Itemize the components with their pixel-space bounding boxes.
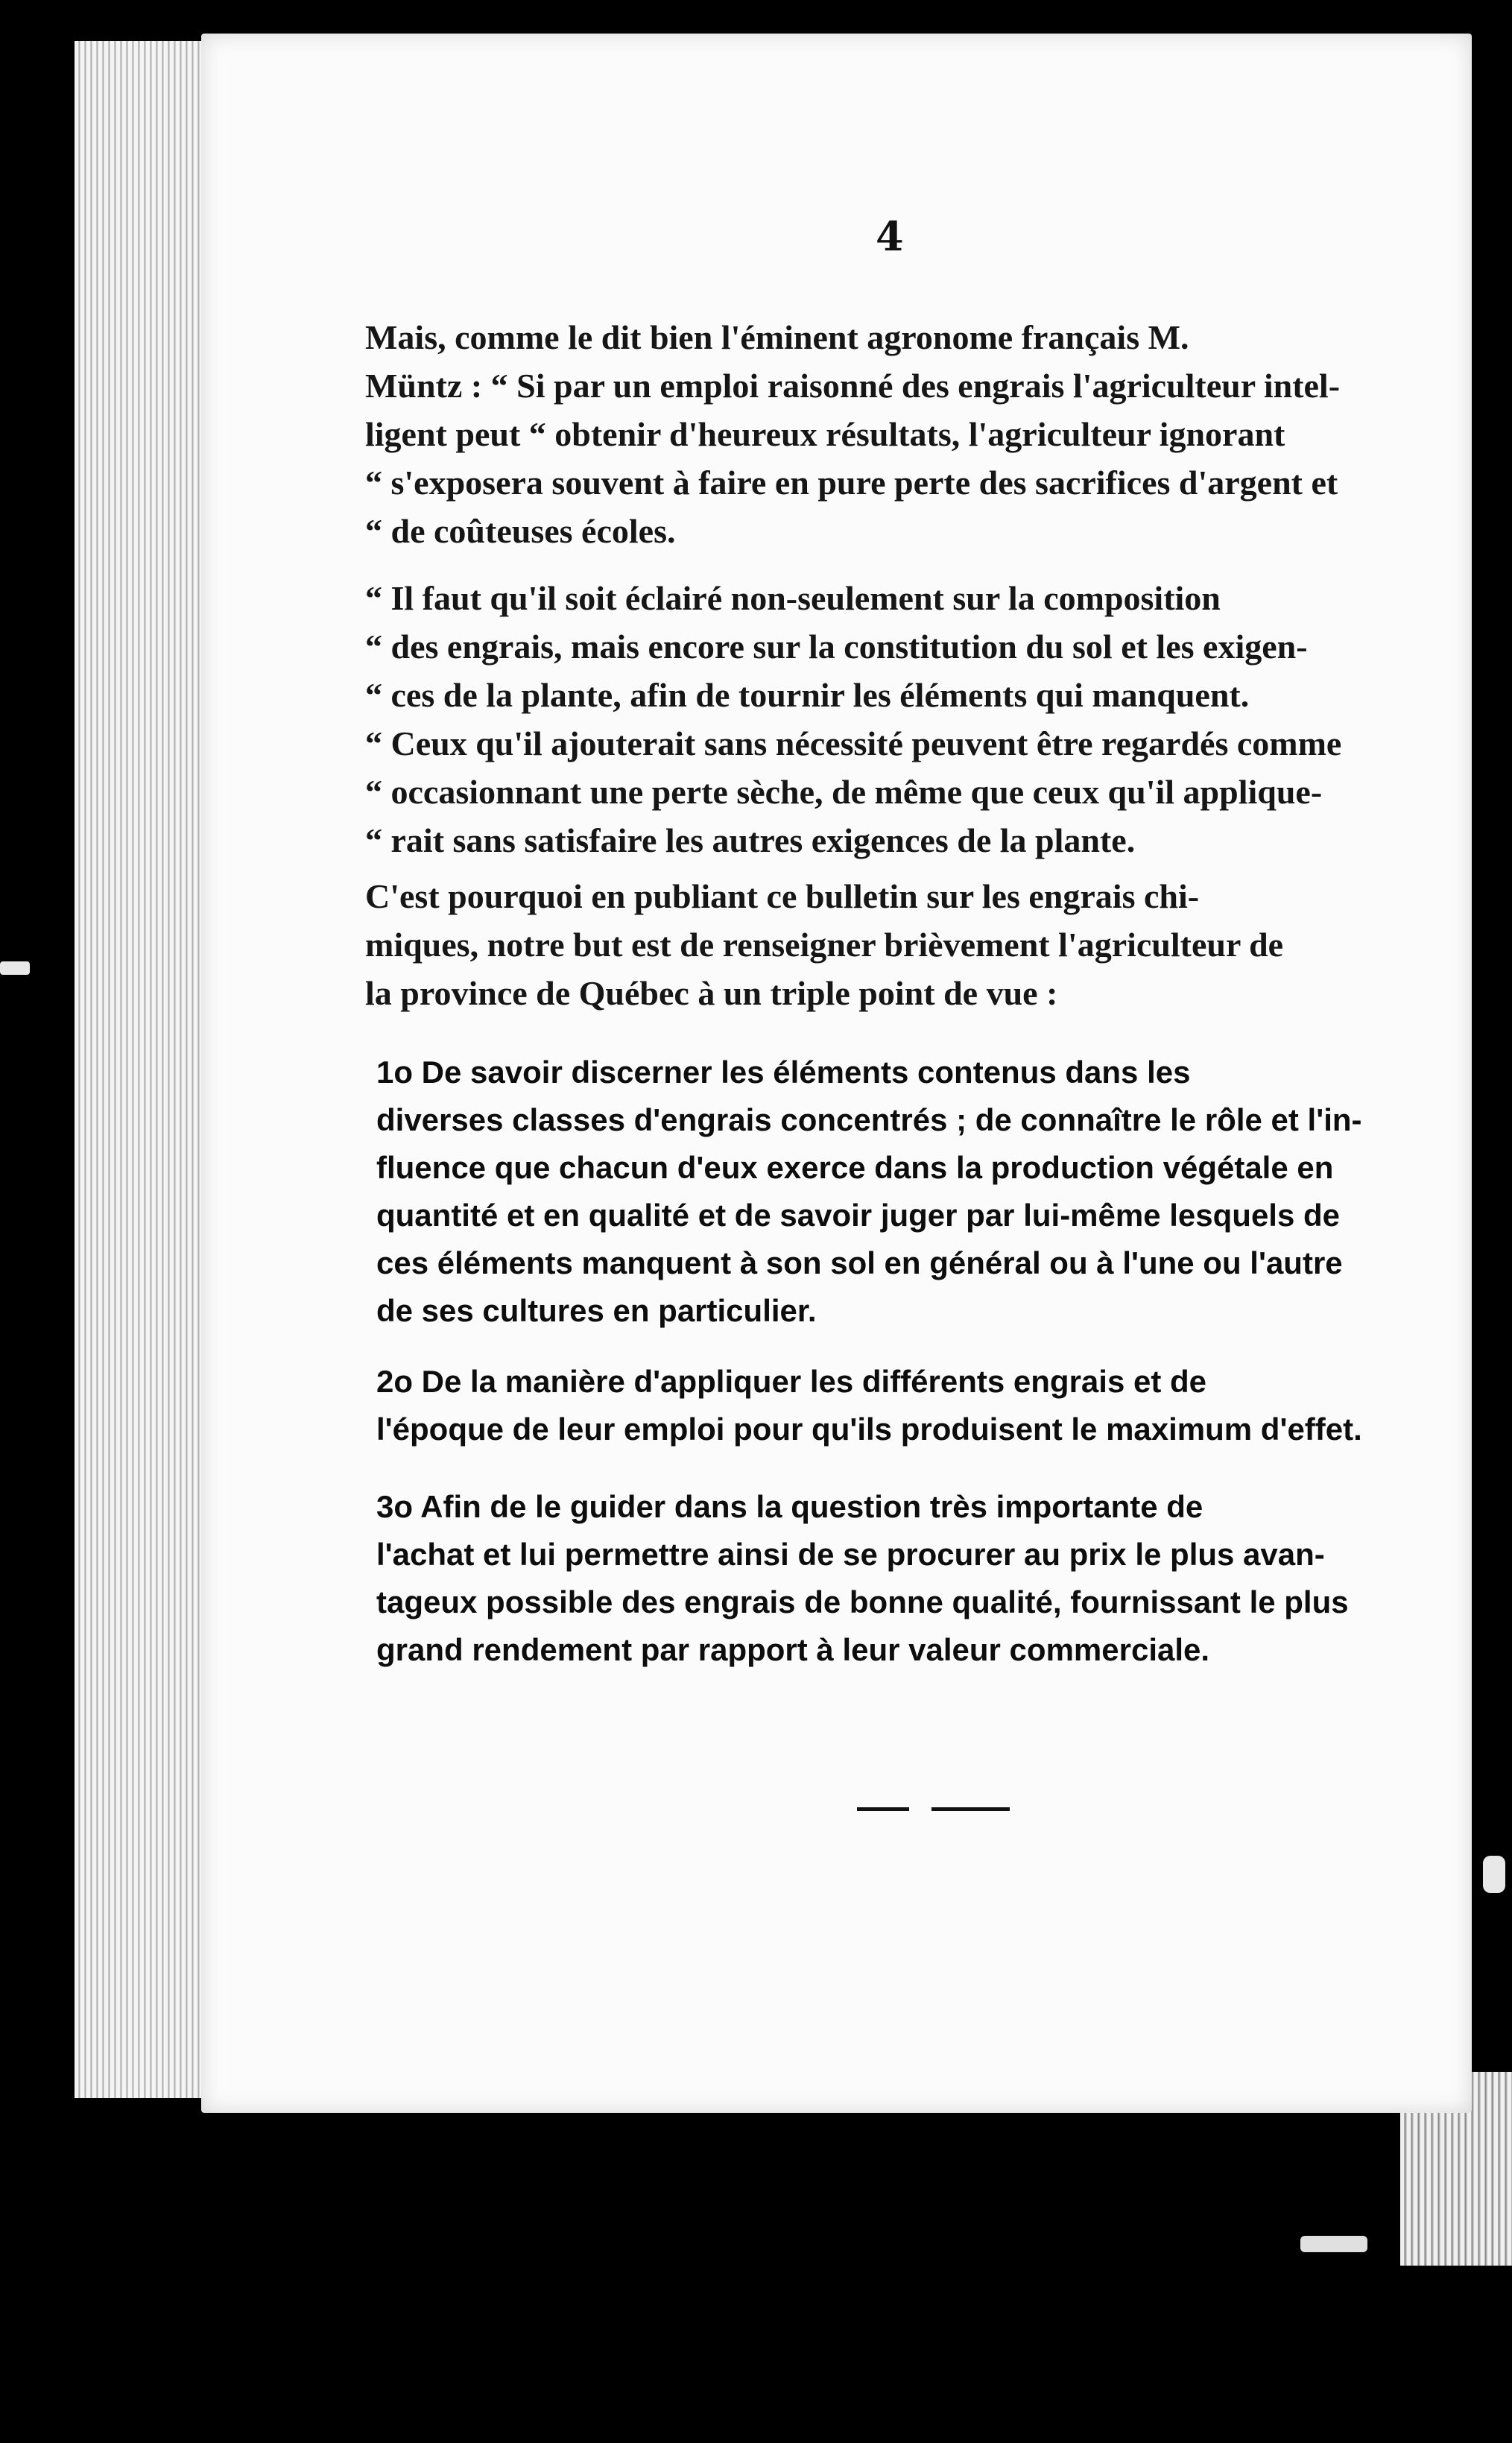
section-divider [857,1807,909,1811]
page-stack-edges [75,41,216,2098]
list-item-1 [376,1049,1442,1335]
text-line: “ ces de la plante, afin de tournir les éléments qui manquent. [365,676,1250,714]
text-line: la province de Québec à un triple point de vue : [365,974,1058,1012]
list-item-2 [376,1358,1442,1453]
text-line: “ Il faut qu'il soit éclairé non-seulement sur la composition [365,579,1221,617]
text-line: ligent peut “ obtenir d'heureux résultats, l'agriculteur ignorant [365,415,1285,453]
text-line: “ s'exposera souvent à faire en pure perte des sacrifices d'argent et [365,464,1338,502]
text-line: C'est pourquoi en publiant ce bulletin sur les engrais chi- [365,877,1200,915]
text-line: de ses cultures en particulier. [376,1293,817,1328]
text-line: tageux possible des engrais de bonne qualité, fournissant le plus [376,1584,1349,1619]
paragraph-quote-continued [365,574,1438,865]
text-line: “ rait sans satisfaire les autres exigences de la plante. [365,821,1136,859]
text-line: l'époque de leur emploi pour qu'ils produisent le maximum d'effet. [376,1412,1362,1447]
text-line: miques, notre but est de renseigner brièvement l'agriculteur de [365,926,1284,964]
text-line: quantité et en qualité et de savoir juger par lui-même lesquels de [376,1198,1341,1233]
text-line: “ occasionnant une perte sèche, de même que ceux qu'il applique- [365,773,1323,811]
text-line: diverses classes d'engrais concentrés ; de connaître le rôle et l'in- [376,1102,1362,1137]
paragraph-quote-muntz [365,313,1438,555]
text-line: Mais, comme le dit bien l'éminent agronome français M. [365,318,1189,356]
text-line: fluence que chacun d'eux exerce dans la production végétale en [376,1150,1334,1185]
text-line: ces éléments manquent à son sol en général ou à l'une ou l'autre [376,1245,1343,1280]
text-line: grand rendement par rapport à leur valeur commerciale. [376,1632,1210,1667]
list-item-3 [376,1483,1442,1674]
paragraph-purpose [365,872,1438,1017]
text-line: “ de coûteuses écoles. [365,512,676,550]
text-line: “ Ceux qu'il ajouterait sans nécessité peuvent être regardés comme [365,724,1342,762]
text-line: l'achat et lui permettre ainsi de se procurer au prix le plus avan- [376,1537,1325,1572]
text-line: “ des engrais, mais encore sur la constitution du sol et les exigen- [365,628,1308,666]
text-line: Müntz : “ Si par un emploi raisonné des engrais l'agriculteur intel- [365,367,1341,405]
scan-artifact [1300,2236,1367,2252]
text-line: 2o De la manière d'appliquer les différents engrais et de [376,1364,1207,1399]
section-divider [931,1807,1010,1811]
scan-artifact [1483,1856,1505,1893]
text-line: 1o De savoir discerner les éléments contenus dans les [376,1055,1191,1090]
scan-artifact [0,961,30,975]
text-line: 3o Afin de le guider dans la question très importante de [376,1489,1203,1524]
page-number: 4 [876,212,904,260]
